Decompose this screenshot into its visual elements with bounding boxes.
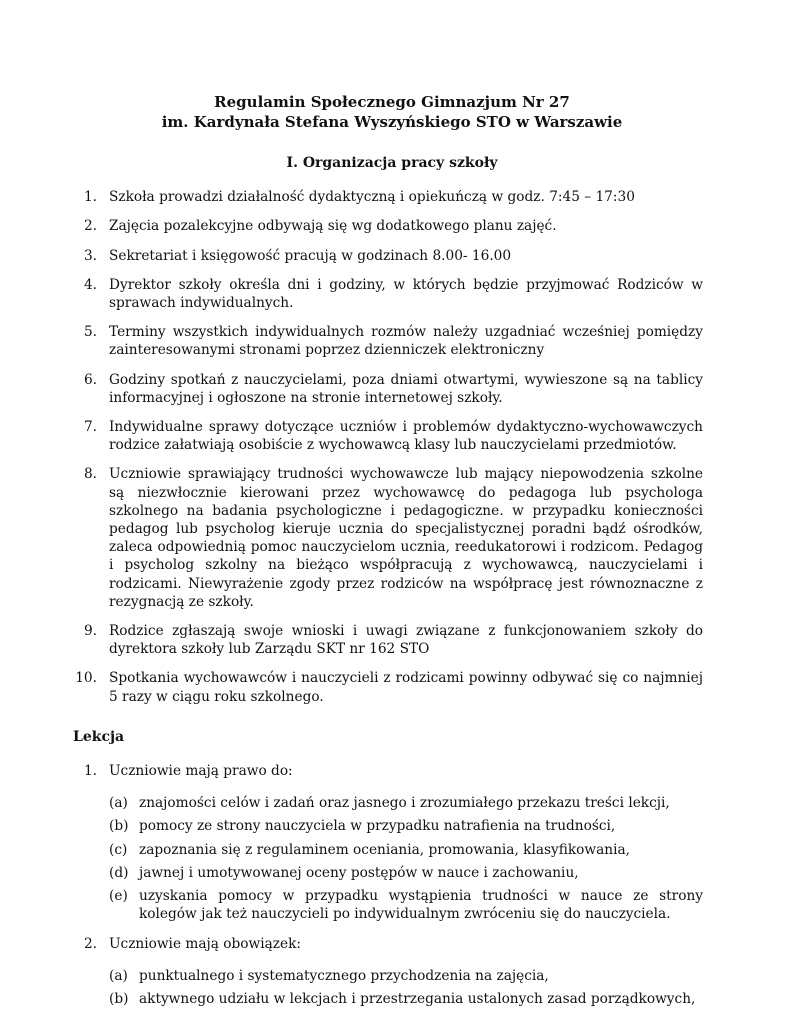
item-number: 8. [83,466,97,483]
list-item [81,276,703,312]
sub-list-item [109,841,703,859]
sub-item-text: pomocy ze strony nauczyciela w przypadku natrafienia na trudności, [139,818,616,835]
item-text: Uczniowie mają obowiązek: [109,935,301,952]
sub-item-letter: (d) [109,864,129,881]
item-number: 1. [83,763,97,780]
list-item [81,217,703,235]
sub-list-item [109,817,703,835]
list-item [81,188,703,206]
item-number: 1. [83,189,97,206]
sub-item-text: punktualnego i systematycznego przychodzenia na zajęcia, [139,967,549,984]
item-text: Zajęcia pozalekcyjne odbywają się wg dodatkowego planu zajęć. [109,218,557,235]
item-text: Godziny spotkań z nauczycielami, poza dniami otwartymi, wywieszone są na tablicy informacyjnej i ogłoszone na stronie internetowej szkoły. [109,371,703,406]
list-item [81,371,703,407]
sub-item-text: zapoznania się z regulaminem oceniania, promowania, klasyfikowania, [139,841,630,858]
lekcja-heading: Lekcja [73,728,125,745]
item-text: Rodzice zgłaszają swoje wnioski i uwagi związane z funkcjonowaniem szkoły do dyrektora szkoły lub Zarządu SKT nr 162 STO [109,623,703,658]
list-item [81,323,703,359]
list-item [81,935,703,1009]
sub-item-letter: (a) [109,795,128,812]
sub-list-item [109,887,703,923]
item-number: 2. [83,218,97,235]
sub-list-item [109,794,703,812]
rights-sublist [109,794,703,923]
sub-item-letter: (e) [109,888,128,905]
sub-item-letter: (b) [109,990,129,1007]
item-text: Uczniowie mają prawo do: [109,763,293,780]
item-number: 4. [83,276,97,293]
item-text: Szkoła prowadzi działalność dydaktyczną i opiekuńczą w godz. 7:45 – 17:30 [109,189,635,206]
organization-list [75,188,703,706]
document-title-line2: im. Kardynała Stefana Wyszyńskiego STO w Warszawie [161,113,623,131]
sub-list-item [109,967,703,985]
sub-item-letter: (b) [109,818,129,835]
item-text: Spotkania wychowawców i nauczycieli z rodzicami powinny odbywać się co najmniej 5 razy w ciągu roku szkolnego. [109,670,703,705]
item-number: 9. [83,623,97,640]
list-item [81,247,703,265]
duties-sublist [109,967,703,1008]
item-number: 3. [83,247,97,264]
item-text: Sekretariat i księgowość pracują w godzinach 8.00- 16.00 [109,247,512,264]
item-number: 6. [83,371,97,388]
sub-item-text: znajomości celów i zadań oraz jasnego i zrozumiałego przekazu treści lekcji, [139,795,670,812]
document-title-line1: Regulamin Społecznego Gimnazjum Nr 27 [214,93,570,111]
item-text: Uczniowie sprawiający trudności wychowawcze lub mający niepowodzenia szkolne są niezwłocznie kierowani przez wychowawcę do pedagoga lub psychologa szkolnego na badania psychologiczne i pedagogiczne. w przypadku konieczności pedagog lub psycholog kieruje ucznia do specjalistycznej poradni bądź ośrodków, zaleca odpowiednią pomoc nauczycielom ucznia, reedukatorowi i rodzicom. Pedagog i psycholog szkolny na bieżąco współpracują z wychowawcą, nauczycielami i rodzicami. Niewyrażenie zgody przez rodziców na współpracę jest równoznaczne z rezygnacją ze szkoły. [109,466,703,610]
sub-item-letter: (c) [109,841,128,858]
item-text: Dyrektor szkoły określa dni i godziny, w których będzie przyjmować Rodziców w sprawach indywidualnych. [109,276,703,312]
sub-list-item [109,864,703,882]
item-number: 5. [83,324,97,341]
item-number: 10. [75,670,97,687]
sub-list-item [109,990,703,1008]
list-item [81,762,703,923]
item-text: Indywidualne sprawy dotyczące uczniów i problemów dydaktyczno-wychowawczych rodzice załatwiają osobiście z wychowawcą klasy lub nauczycielami przedmiotów. [109,419,703,454]
sub-item-letter: (a) [109,967,128,984]
list-item [81,465,703,611]
section-heading: I. Organizacja pracy szkoły [286,155,498,171]
list-item [81,418,703,454]
list-item [81,622,703,658]
sub-item-text: aktywnego udziału w lekcjach i przestrzegania ustalonych zasad porządkowych, [139,990,696,1007]
item-number: 2. [83,935,97,952]
list-item [75,669,703,705]
sub-item-text: uzyskania pomocy w przypadku wystąpienia trudności w nauce ze strony kolegów jak też nauczycieli po indywidualnym zwróceniu się do nauczyciela. [139,888,703,923]
sub-item-text: jawnej i umotywowanej oceny postępów w nauce i zachowaniu, [139,864,579,881]
item-number: 7. [83,419,97,436]
item-text: Terminy wszystkich indywidualnych rozmów należy uzgadniać wcześniej pomiędzy zainteresowanymi stronami poprzez dzienniczek elektroniczny [109,324,703,359]
lekcja-list [81,762,703,1008]
